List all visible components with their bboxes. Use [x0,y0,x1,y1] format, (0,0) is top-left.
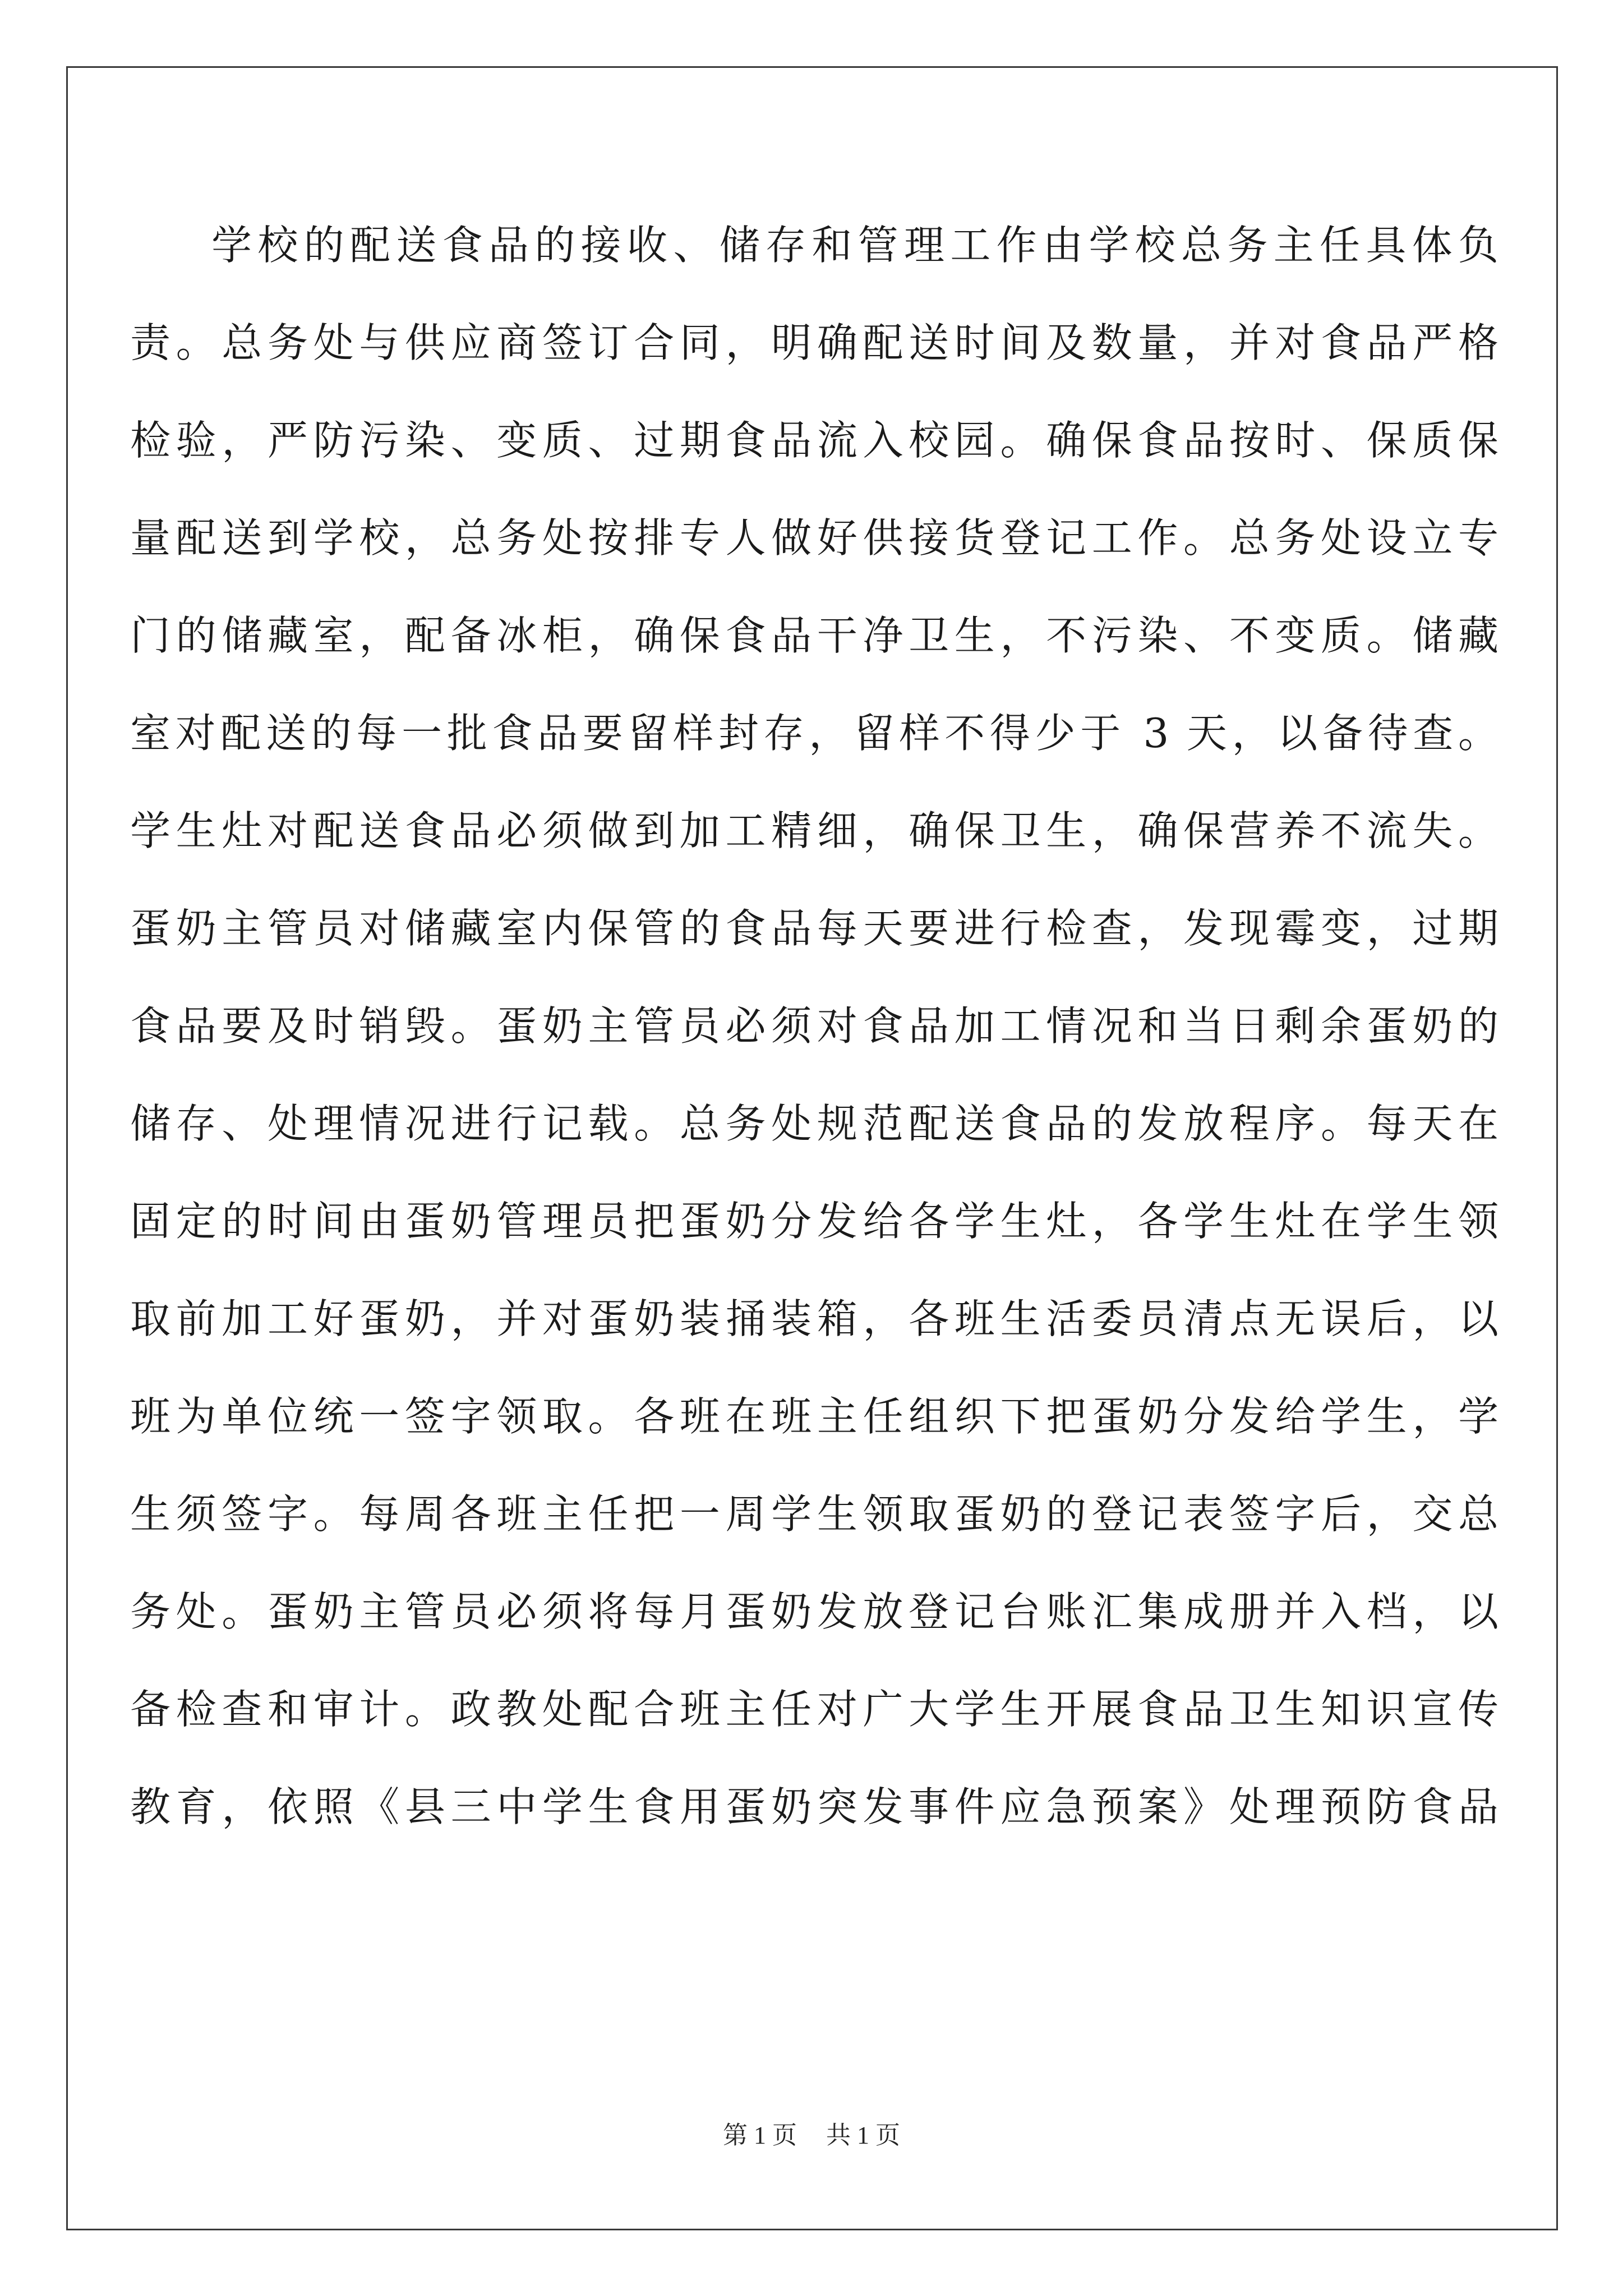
text-line: 责。总务处与供应商签订合同，明确配送时间及数量，并对食品严格 [130,319,1498,366]
text-line: 务处。蛋奶主管员必须将每月蛋奶发放登记台账汇集成册并入档，以 [130,1588,1498,1635]
text-line: 生须签字。每周各班主任把一周学生领取蛋奶的登记表签字后，交总 [130,1490,1498,1538]
text-line: 蛋奶主管员对储藏室内保管的食品每天要进行检查，发现霉变，过期 [130,905,1498,952]
text-line: 备检查和审计。政教处配合班主任对广大学生开展食品卫生知识宣传 [130,1686,1498,1733]
text-line: 室对配送的每一批食品要留样封存，留样不得少于 3 天，以备待查。 [130,710,1498,757]
text-line: 储存、处理情况进行记载。总务处规范配送食品的发放程序。每天在 [130,1100,1498,1147]
text-line: 学校的配送食品的接收、储存和管理工作由学校总务主任具体负 [211,222,1498,269]
text-line: 食品要及时销毁。蛋奶主管员必须对食品加工情况和当日剩余蛋奶的 [130,1002,1498,1050]
text-line: 检验，严防污染、变质、过期食品流入校园。确保食品按时、保质保 [130,417,1498,464]
text-line: 学生灶对配送食品必须做到加工精细，确保卫生，确保营养不流失。 [130,807,1498,854]
text-line: 门的储藏室，配备冰柜，确保食品干净卫生，不污染、不变质。储藏 [130,612,1498,659]
page-footer [0,2115,1623,2151]
page-total: 共 1 页 [826,2122,900,2149]
text-line: 固定的时间由蛋奶管理员把蛋奶分发给各学生灶，各学生灶在学生领 [130,1198,1498,1245]
text-line: 量配送到学校，总务处按排专人做好供接货登记工作。总务处设立专 [130,514,1498,562]
text-line: 取前加工好蛋奶，并对蛋奶装捅装箱，各班生活委员清点无误后，以 [130,1295,1498,1342]
page-number: 第 1 页 [723,2122,797,2149]
text-line: 班为单位统一签字领取。各班在班主任组织下把蛋奶分发给学生，学 [130,1393,1498,1440]
body-paragraph [130,196,1498,1856]
text-line: 教育，依照《县三中学生食用蛋奶突发事件应急预案》处理预防食品 [130,1783,1498,1830]
